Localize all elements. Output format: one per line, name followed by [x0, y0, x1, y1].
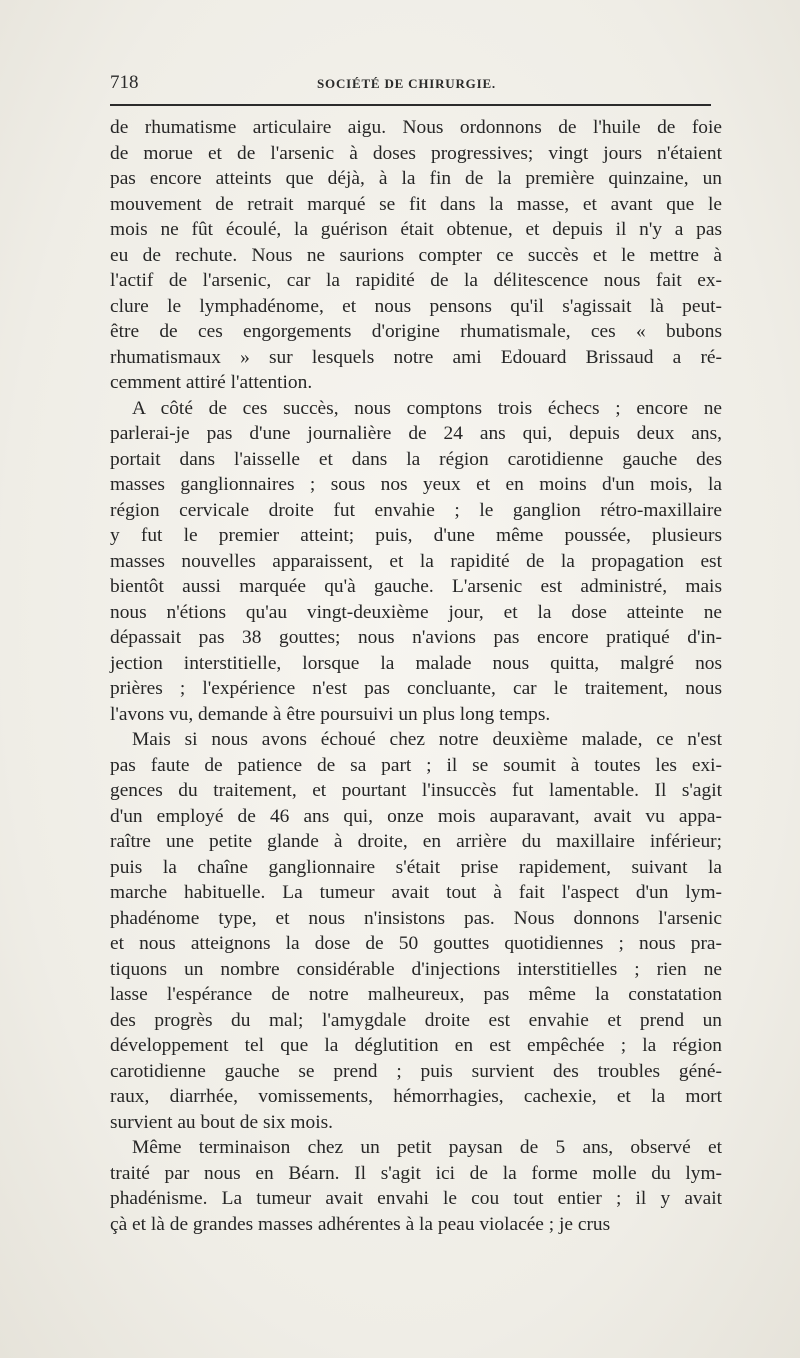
text-line: nous n'étions qu'au vingt-deuxième jour, et la dose atteinte ne: [110, 601, 722, 623]
text-line: Mais si nous avons échoué chez notre deuxième malade, ce n'est: [132, 729, 722, 750]
text-line: masses nouvelles apparaissent, et la rapidité de la propagation est: [110, 550, 722, 572]
text-line: carotidienne gauche se prend ; puis survient des troubles géné-: [110, 1060, 722, 1082]
text-line: pas encore atteints que déjà, à la fin de la première quinzaine, un: [110, 168, 722, 189]
text-line: y fut le premier atteint; puis, d'une même poussée, plusieurs: [110, 525, 722, 546]
text-line: masses ganglionnaires ; sous nos yeux et en moins d'un mois, la: [110, 474, 722, 495]
text-line: dépassait pas 38 gouttes; nous n'avions pas encore pratiqué d'in-: [110, 627, 722, 648]
text-line: tiquons un nombre considérable d'injections interstitielles ; rien ne: [110, 958, 722, 980]
paragraph: [110, 396, 722, 728]
body-text: [110, 115, 722, 1237]
text-line: puis la chaîne ganglionnaire s'était prise rapidement, suivant la: [110, 856, 722, 878]
text-line: cemment attiré l'attention.: [110, 372, 313, 393]
header-rule: [110, 104, 711, 106]
text-line: rhumatismaux » sur lesquels notre ami Edouard Brissaud a ré-: [110, 346, 722, 368]
text-line: région cervicale droite fut envahie ; le ganglion rétro-maxillaire: [110, 499, 722, 521]
text-line: raux, diarrhée, vomissements, hémorrhagies, cachexie, et la mort: [110, 1086, 722, 1107]
text-line: Même terminaison chez un petit paysan de 5 ans, observé et: [132, 1137, 722, 1158]
text-line: de morue et de l'arsenic à doses progressives; vingt jours n'étaient: [110, 142, 722, 164]
text-line: portait dans l'aisselle et dans la région carotidienne gauche des: [110, 448, 722, 470]
text-line: et nous atteignons la dose de 50 gouttes quotidiennes ; nous pra-: [110, 933, 722, 954]
text-line: lasse l'espérance de notre malheureux, pas même la constatation: [110, 984, 722, 1005]
text-line: raître une petite glande à droite, en arrière du maxillaire inférieur;: [110, 831, 722, 852]
text-line: phadénisme. La tumeur avait envahi le cou tout entier ; il y avait: [110, 1188, 722, 1209]
text-line: pas faute de patience de sa part ; il se soumit à toutes les exi-: [110, 754, 722, 776]
text-line: mois ne fût écoulé, la guérison était obtenue, et depuis il n'y a pas: [110, 219, 722, 240]
paragraph: [110, 727, 722, 1135]
text-line: développement tel que la déglutition en est empêchée ; la région: [110, 1035, 722, 1056]
text-line: jection interstitielle, lorsque la malade nous quitta, malgré nos: [110, 652, 722, 674]
text-line: des progrès du mal; l'amygdale droite est envahie et prend un: [110, 1009, 722, 1031]
running-head: SOCIÉTÉ DE CHIRURGIE.: [317, 76, 496, 91]
text-line: de rhumatisme articulaire aigu. Nous ordonnons de l'huile de foie: [110, 117, 722, 138]
text-line: eu de rechute. Nous ne saurions compter ce succès et le mettre à: [110, 244, 722, 266]
text-line: parlerai-je pas d'une journalière de 24 ans qui, depuis deux ans,: [110, 423, 722, 444]
text-line: bientôt aussi marquée qu'à gauche. L'arsenic est administré, mais: [110, 576, 722, 597]
text-line: survient au bout de six mois.: [110, 1111, 333, 1133]
text-line: A côté de ces succès, nous comptons trois échecs ; encore ne: [132, 397, 722, 419]
text-line: l'actif de l'arsenic, car la rapidité de la délitescence nous fait ex-: [110, 270, 722, 291]
text-line: d'un employé de 46 ans qui, onze mois auparavant, avait vu appa-: [110, 805, 722, 827]
text-line: clure le lymphadénome, et nous pensons qu'il s'agissait là peut-: [110, 295, 722, 317]
text-line: traité par nous en Béarn. Il s'agit ici de la forme molle du lym-: [110, 1162, 722, 1184]
page-header: [110, 72, 710, 98]
text-line: gences du traitement, et pourtant l'insuccès fut lamentable. Il s'agit: [110, 780, 722, 801]
text-line: marche habituelle. La tumeur avait tout à fait l'aspect d'un lym-: [110, 882, 722, 903]
text-line: phadénome type, et nous n'insistons pas. Nous donnons l'arsenic: [110, 907, 722, 929]
text-line: être de ces engorgements d'origine rhumatismale, ces « bubons: [110, 321, 722, 342]
text-line: çà et là de grandes masses adhérentes à la peau violacée ; je crus: [110, 1213, 611, 1235]
text-line: l'avons vu, demande à être poursuivi un plus long temps.: [110, 703, 551, 725]
paragraph: [110, 115, 722, 396]
text-line: prières ; l'expérience n'est pas concluante, car le traitement, nous: [110, 678, 722, 699]
paragraph: [110, 1135, 722, 1237]
page-number: 718: [110, 72, 139, 93]
text-line: mouvement de retrait marqué se fit dans la masse, et avant que le: [110, 193, 722, 215]
